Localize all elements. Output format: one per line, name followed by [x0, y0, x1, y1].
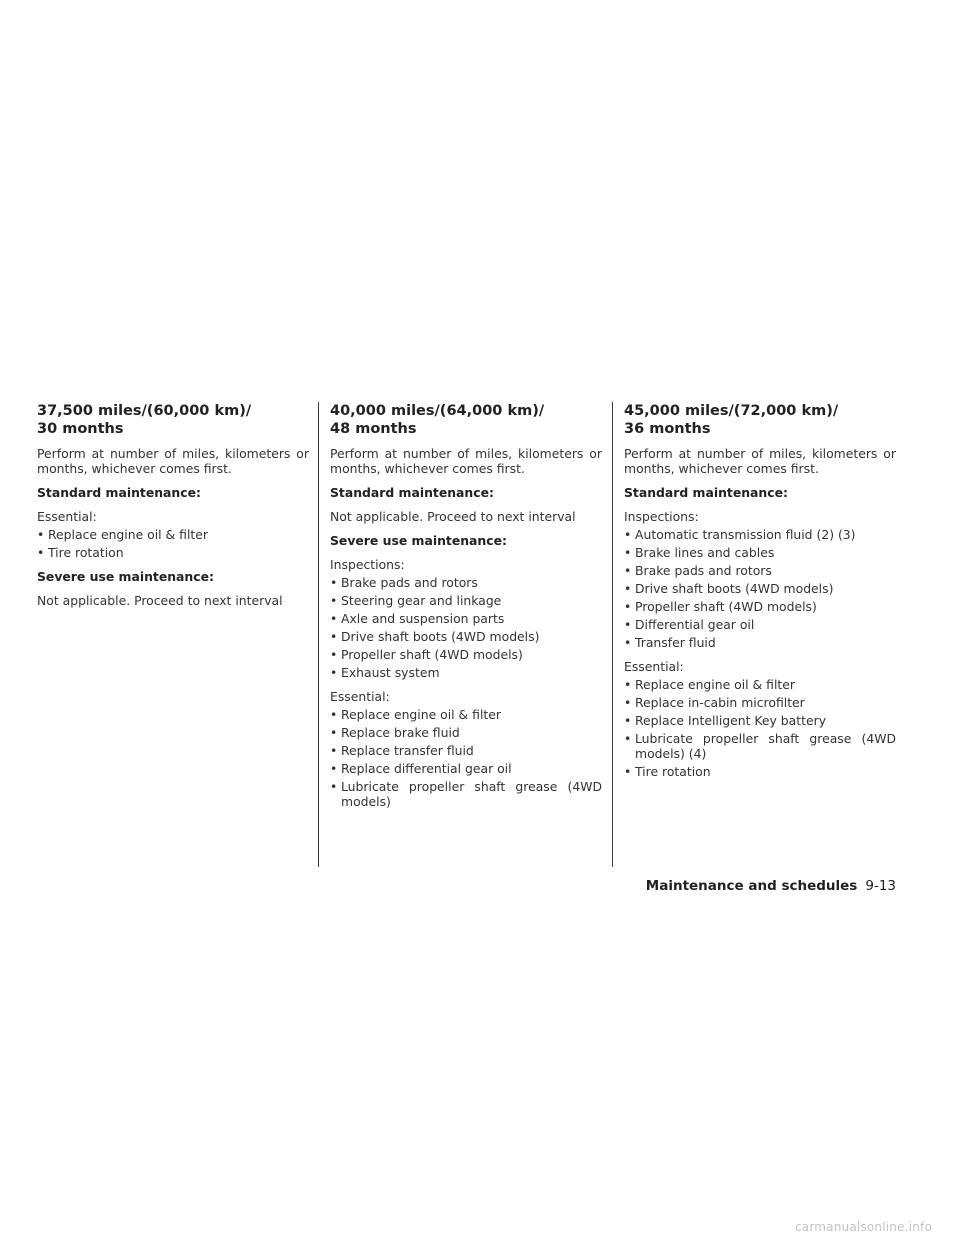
- interval-intro: Perform at number of miles, kilometers or months, whichever comes first.: [624, 446, 896, 476]
- interval-45000-column: [624, 402, 896, 788]
- list-item: • Drive shaft boots (4WD models): [330, 629, 602, 644]
- interval-heading: 37,500 miles/(60,000 km)/ 30 months: [37, 403, 252, 437]
- interval-heading: 40,000 miles/(64,000 km)/ 48 months: [330, 403, 545, 437]
- essential-label: Essential:: [624, 659, 684, 674]
- list-item: • Replace Intelligent Key battery: [624, 713, 896, 728]
- severe-maintenance-text: Not applicable. Proceed to next interval: [37, 593, 283, 608]
- inspections-label: Inspections:: [330, 557, 405, 572]
- column-divider: [318, 402, 319, 867]
- standard-maintenance-label: Standard maintenance:: [37, 485, 201, 500]
- list-item: • Replace differential gear oil: [330, 761, 602, 776]
- inspections-label: Inspections:: [624, 509, 699, 524]
- list-item: • Transfer fluid: [624, 635, 896, 650]
- list-item: • Replace engine oil & filter: [624, 677, 896, 692]
- essential-list: [37, 527, 309, 560]
- severe-maintenance-label: Severe use maintenance:: [330, 533, 507, 548]
- list-item: • Exhaust system: [330, 665, 602, 680]
- standard-maintenance-text: Not applicable. Proceed to next interval: [330, 509, 576, 524]
- list-item: • Replace transfer fluid: [330, 743, 602, 758]
- page-footer: [646, 877, 896, 895]
- interval-40000-column: [330, 402, 602, 818]
- list-item: • Lubricate propeller shaft grease (4WD models): [330, 779, 602, 809]
- list-item: • Tire rotation: [37, 545, 309, 560]
- list-item: • Replace engine oil & filter: [330, 707, 602, 722]
- list-item: • Brake pads and rotors: [330, 575, 602, 590]
- essential-label: Essential:: [330, 689, 390, 704]
- section-title: Maintenance and schedules: [645, 878, 858, 894]
- list-item: • Replace engine oil & filter: [37, 527, 309, 542]
- list-item: • Steering gear and linkage: [330, 593, 602, 608]
- list-item: • Replace in-cabin microfilter: [624, 695, 896, 710]
- watermark: carmanualsonline.info: [795, 1220, 932, 1234]
- list-item: • Drive shaft boots (4WD models): [624, 581, 896, 596]
- list-item: • Automatic transmission fluid (2) (3): [624, 527, 896, 542]
- interval-intro: Perform at number of miles, kilometers or months, whichever comes first.: [330, 446, 602, 476]
- list-item: • Lubricate propeller shaft grease (4WD models) (4): [624, 731, 896, 761]
- list-item: • Replace brake fluid: [330, 725, 602, 740]
- essential-label: Essential:: [37, 509, 97, 524]
- list-item: • Brake lines and cables: [624, 545, 896, 560]
- interval-heading: 45,000 miles/(72,000 km)/ 36 months: [624, 403, 839, 437]
- list-item: • Brake pads and rotors: [624, 563, 896, 578]
- column-divider: [612, 402, 613, 867]
- interval-37500-column: [37, 402, 309, 617]
- list-item: • Differential gear oil: [624, 617, 896, 632]
- page-number: 9-13: [865, 878, 896, 894]
- severe-maintenance-label: Severe use maintenance:: [37, 569, 214, 584]
- essential-list: [330, 707, 602, 809]
- inspections-list: [330, 575, 602, 680]
- essential-list: [624, 677, 896, 779]
- interval-intro: Perform at number of miles, kilometers or months, whichever comes first.: [37, 446, 309, 476]
- list-item: • Axle and suspension parts: [330, 611, 602, 626]
- list-item: • Tire rotation: [624, 764, 896, 779]
- standard-maintenance-label: Standard maintenance:: [330, 485, 494, 500]
- standard-maintenance-label: Standard maintenance:: [624, 485, 788, 500]
- list-item: • Propeller shaft (4WD models): [330, 647, 602, 662]
- list-item: • Propeller shaft (4WD models): [624, 599, 896, 614]
- inspections-list: [624, 527, 896, 650]
